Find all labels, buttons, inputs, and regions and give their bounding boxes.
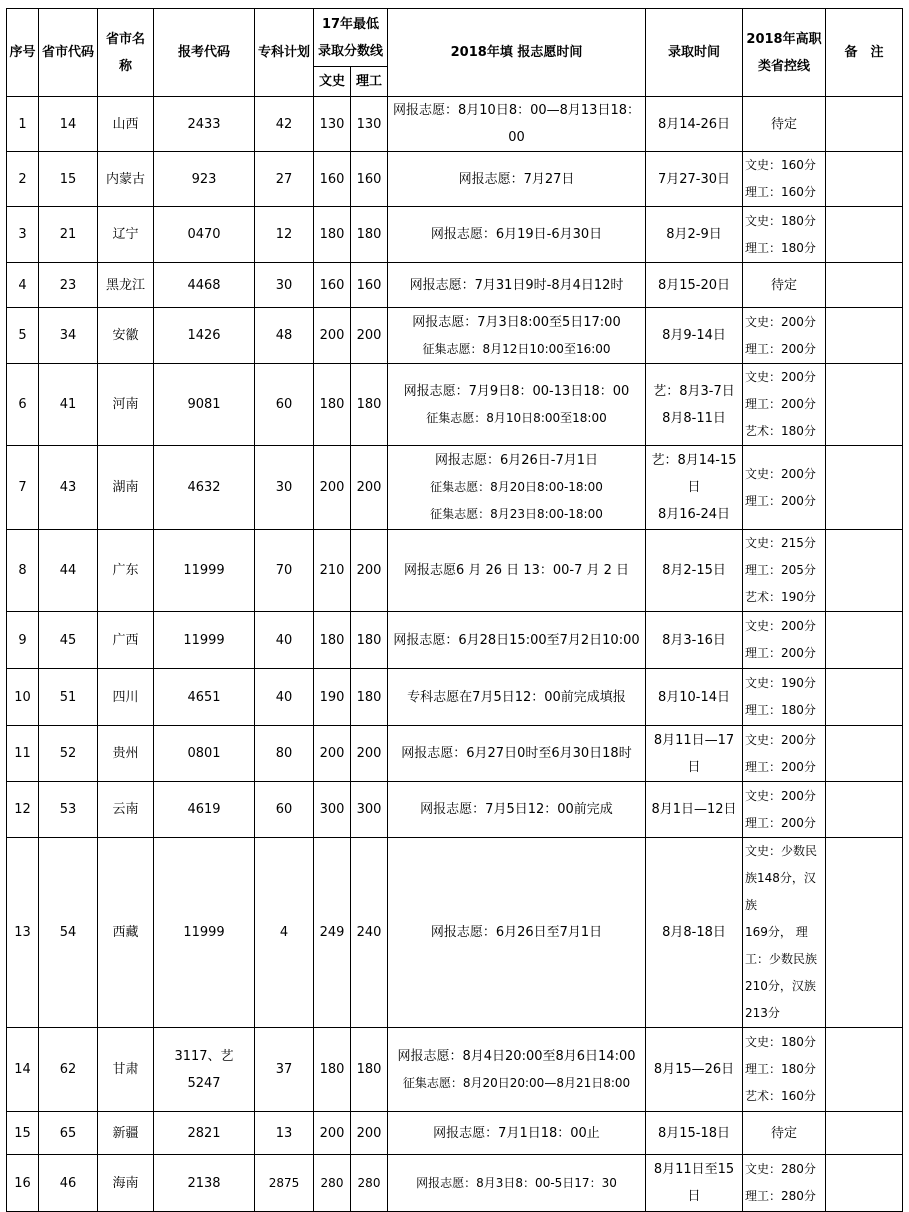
wenshi-score-cell: 160 (314, 152, 351, 207)
fill-time-cell (388, 207, 646, 263)
control-line-entry: 文史：少数民 (745, 844, 818, 858)
plan-cell: 27 (255, 152, 314, 207)
control-line-entry: 理工：200分 (745, 341, 816, 356)
admit-time-line: 8月8-11日 (662, 410, 726, 426)
ligong-score-cell: 160 (351, 152, 388, 207)
seq-cell: 9 (7, 612, 39, 669)
fill-time-cell (388, 97, 646, 152)
ligong-score-cell: 180 (351, 364, 388, 446)
exam-code-cell (154, 1155, 255, 1212)
control-line-entry: 待定 (770, 1125, 797, 1141)
exam-code-line: 923 (191, 171, 217, 187)
plan-cell: 13 (255, 1112, 314, 1155)
seq-cell: 2 (7, 152, 39, 207)
admit-time-cell (646, 612, 743, 669)
header-admit-time: 录取时间 (646, 9, 743, 97)
wenshi-score-cell: 160 (314, 263, 351, 308)
exam-code-line: 5247 (187, 1075, 221, 1091)
fill-time-line: 网报志愿：7月27日 (458, 171, 575, 187)
control-line-entry: 210分，汉族 (745, 979, 816, 993)
fill-time-cell (388, 263, 646, 308)
control-line-entry: 理工：200分 (745, 646, 816, 660)
admit-time-line: 8月11日至15日 (653, 1162, 735, 1204)
table-row (7, 669, 903, 726)
control-line-cell (743, 263, 826, 308)
province-name-cell: 辽宁 (98, 207, 154, 263)
control-line-entry: 文史：180分 (745, 1035, 816, 1049)
admit-time-line: 8月14-26日 (657, 116, 731, 132)
province-name-cell: 海南 (98, 1155, 154, 1212)
plan-cell: 40 (255, 669, 314, 726)
table-row (7, 152, 903, 207)
province-name-cell: 云南 (98, 782, 154, 838)
control-line-cell (743, 152, 826, 207)
exam-code-cell (154, 364, 255, 446)
exam-code-line: 4468 (187, 277, 221, 293)
exam-code-line: 4619 (187, 802, 221, 817)
admit-time-cell (646, 782, 743, 838)
exam-code-cell (154, 308, 255, 364)
header-fill-time: 2018年填 报志愿时间 (388, 9, 646, 97)
control-line-entry: 文史：190分 (745, 676, 816, 690)
fill-time-line: 征集志愿：8月23日8:00-18:00 (430, 507, 603, 521)
plan-cell: 60 (255, 782, 314, 838)
admit-time-cell (646, 207, 743, 263)
wenshi-score-cell: 190 (314, 669, 351, 726)
table-row (7, 1155, 903, 1212)
exam-code-line: 0470 (187, 227, 221, 242)
admission-table (6, 8, 903, 1212)
control-line-entry: 文史：160分 (745, 158, 816, 172)
ligong-score-cell: 280 (351, 1155, 388, 1212)
ligong-score-cell: 180 (351, 612, 388, 669)
province-code-cell: 54 (39, 838, 98, 1028)
province-code-cell: 65 (39, 1112, 98, 1155)
admit-time-cell (646, 263, 743, 308)
ligong-score-cell: 300 (351, 782, 388, 838)
province-code-cell: 53 (39, 782, 98, 838)
admit-time-line: 8月9-14日 (662, 328, 726, 343)
table-row (7, 782, 903, 838)
control-line-entry: 理工：180分 (745, 240, 816, 255)
control-line-entry: 理工：200分 (745, 397, 816, 411)
province-name-cell: 山西 (98, 97, 154, 152)
admit-time-line: 8月3-16日 (662, 632, 726, 648)
plan-cell: 12 (255, 207, 314, 263)
wenshi-score-cell: 180 (314, 1028, 351, 1112)
admit-time-line: 7月27-30日 (657, 171, 731, 187)
province-name-cell: 黑龙江 (98, 263, 154, 308)
ligong-score-cell: 130 (351, 97, 388, 152)
control-line-entry: 文史：200分 (745, 314, 816, 329)
admit-time-cell (646, 838, 743, 1028)
table-row (7, 308, 903, 364)
province-name-cell: 西藏 (98, 838, 154, 1028)
fill-time-line: 网报志愿6 月 26 日 13：00-7 月 2 日 (403, 563, 630, 578)
remark-cell (826, 612, 903, 669)
ligong-score-cell: 180 (351, 1028, 388, 1112)
ligong-score-cell: 200 (351, 530, 388, 612)
fill-time-line: 网报志愿：7月3日8:00至5日17:00 (412, 314, 621, 330)
table-row (7, 97, 903, 152)
ligong-score-cell: 180 (351, 207, 388, 263)
remark-cell (826, 207, 903, 263)
plan-cell: 4 (255, 838, 314, 1028)
admit-time-cell (646, 364, 743, 446)
header-remark: 备 注 (826, 9, 903, 97)
plan-cell: 30 (255, 263, 314, 308)
fill-time-line: 征集志愿：8月20日20:00—8月21日8:00 (402, 1075, 631, 1090)
province-code-cell: 62 (39, 1028, 98, 1112)
control-line-cell (743, 97, 826, 152)
control-line-cell (743, 726, 826, 782)
remark-cell (826, 1028, 903, 1112)
province-name-cell: 甘肃 (98, 1028, 154, 1112)
admit-time-cell (646, 1112, 743, 1155)
header-ligong: 理工 (351, 67, 388, 97)
control-line-entry: 族148分，汉族 (745, 871, 816, 912)
wenshi-score-cell: 180 (314, 364, 351, 446)
header-province-code: 省市代码 (39, 9, 98, 97)
exam-code-line: 2138 (187, 1175, 221, 1191)
seq-cell: 5 (7, 308, 39, 364)
admit-time-cell (646, 669, 743, 726)
province-name-cell: 贵州 (98, 726, 154, 782)
fill-time-cell (388, 1155, 646, 1212)
remark-cell (826, 263, 903, 308)
fill-time-cell (388, 364, 646, 446)
wenshi-score-cell: 180 (314, 612, 351, 669)
exam-code-cell (154, 263, 255, 308)
control-line-entry: 工：少数民族 (745, 952, 818, 966)
admit-time-cell (646, 1028, 743, 1112)
seq-cell: 15 (7, 1112, 39, 1155)
table-body (7, 97, 903, 1212)
admit-time-line: 8月15-20日 (657, 277, 731, 293)
province-name-cell: 新疆 (98, 1112, 154, 1155)
control-line-entry: 理工：180分 (745, 703, 816, 717)
remark-cell (826, 308, 903, 364)
header-control-line: 2018年高职类省控线 (743, 9, 826, 97)
admit-time-cell (646, 308, 743, 364)
exam-code-cell (154, 669, 255, 726)
province-code-cell: 15 (39, 152, 98, 207)
fill-time-cell (388, 782, 646, 838)
remark-cell (826, 530, 903, 612)
exam-code-cell (154, 207, 255, 263)
header-wenshi: 文史 (314, 67, 351, 97)
header-exam-code: 报考代码 (154, 9, 255, 97)
seq-cell: 11 (7, 726, 39, 782)
wenshi-score-cell: 200 (314, 446, 351, 530)
province-code-cell: 23 (39, 263, 98, 308)
control-line-entry: 待定 (770, 277, 797, 293)
table-row (7, 446, 903, 530)
header-plan: 专科计划 (255, 9, 314, 97)
admit-time-line: 8月8-18日 (662, 925, 726, 940)
plan-cell: 70 (255, 530, 314, 612)
plan-cell: 30 (255, 446, 314, 530)
wenshi-score-cell: 180 (314, 207, 351, 263)
remark-cell (826, 1112, 903, 1155)
fill-time-line: 网报志愿：6月26日-7月1日 (434, 453, 599, 468)
control-line-entry: 待定 (770, 116, 797, 132)
seq-cell: 6 (7, 364, 39, 446)
control-line-entry: 文史：180分 (745, 213, 816, 228)
province-code-cell: 14 (39, 97, 98, 152)
fill-time-line: 网报志愿：8月3日8：00-5日17：30 (416, 1175, 617, 1190)
remark-cell (826, 97, 903, 152)
control-line-cell (743, 1112, 826, 1155)
plan-cell: 80 (255, 726, 314, 782)
admit-time-line: 8月2-15日 (662, 563, 726, 578)
exam-code-cell (154, 1112, 255, 1155)
table-row (7, 530, 903, 612)
province-code-cell: 21 (39, 207, 98, 263)
control-line-cell (743, 364, 826, 446)
control-line-cell (743, 308, 826, 364)
ligong-score-cell: 200 (351, 446, 388, 530)
control-line-entry: 艺术：180分 (745, 424, 816, 438)
fill-time-line: 网报志愿：7月1日18：00止 (433, 1125, 600, 1141)
fill-time-line: 征集志愿：8月12日10:00至16:00 (422, 341, 611, 356)
wenshi-score-cell: 200 (314, 1112, 351, 1155)
province-code-cell: 44 (39, 530, 98, 612)
fill-time-cell (388, 612, 646, 669)
remark-cell (826, 364, 903, 446)
fill-time-cell (388, 838, 646, 1028)
control-line-entry: 文史：200分 (745, 466, 816, 481)
ligong-score-cell: 160 (351, 263, 388, 308)
exam-code-line: 1426 (187, 328, 221, 343)
wenshi-score-cell: 200 (314, 726, 351, 782)
exam-code-cell (154, 838, 255, 1028)
admit-time-line: 8月15-18日 (657, 1125, 731, 1141)
exam-code-cell (154, 446, 255, 530)
exam-code-line: 9081 (187, 397, 221, 412)
remark-cell (826, 782, 903, 838)
control-line-entry: 理工：200分 (745, 815, 816, 830)
fill-time-cell (388, 726, 646, 782)
exam-code-cell (154, 152, 255, 207)
ligong-score-cell: 200 (351, 726, 388, 782)
wenshi-score-cell: 130 (314, 97, 351, 152)
wenshi-score-cell: 280 (314, 1155, 351, 1212)
province-code-cell: 34 (39, 308, 98, 364)
ligong-score-cell: 200 (351, 308, 388, 364)
seq-cell: 10 (7, 669, 39, 726)
fill-time-cell (388, 669, 646, 726)
province-name-cell: 广东 (98, 530, 154, 612)
exam-code-line: 4651 (187, 689, 221, 705)
province-code-cell: 43 (39, 446, 98, 530)
exam-code-cell (154, 97, 255, 152)
ligong-score-cell: 200 (351, 1112, 388, 1155)
fill-time-cell (388, 446, 646, 530)
remark-cell (826, 152, 903, 207)
fill-time-line: 征集志愿：8月20日8:00-18:00 (430, 480, 603, 494)
fill-time-cell (388, 308, 646, 364)
control-line-entry: 理工：280分 (745, 1189, 816, 1203)
wenshi-score-cell: 249 (314, 838, 351, 1028)
control-line-cell (743, 612, 826, 669)
exam-code-line: 2821 (187, 1125, 221, 1141)
admit-time-line: 8月10-14日 (657, 689, 731, 705)
ligong-score-cell: 240 (351, 838, 388, 1028)
table-row (7, 207, 903, 263)
admit-time-cell (646, 530, 743, 612)
province-code-cell: 52 (39, 726, 98, 782)
ligong-score-cell: 180 (351, 669, 388, 726)
control-line-entry: 文史：215分 (745, 536, 816, 550)
fill-time-line: 网报志愿：8月10日8：00—8月13日18：00 (393, 103, 640, 145)
fill-time-cell (388, 1112, 646, 1155)
table-row (7, 726, 903, 782)
admit-time-line: 艺：8月14-15 (651, 453, 737, 468)
wenshi-score-cell: 210 (314, 530, 351, 612)
table-row (7, 838, 903, 1028)
table-row (7, 1028, 903, 1112)
fill-time-line: 网报志愿：6月27日0时至6月30日18时 (401, 746, 632, 761)
admit-time-line: 艺：8月3-7日 (653, 383, 735, 399)
seq-cell: 13 (7, 838, 39, 1028)
remark-cell (826, 726, 903, 782)
admit-time-cell (646, 1155, 743, 1212)
control-line-entry: 169分， 理 (745, 925, 808, 939)
admit-time-cell (646, 97, 743, 152)
fill-time-line: 网报志愿：8月4日20:00至8月6日14:00 (397, 1048, 636, 1064)
control-line-cell (743, 207, 826, 263)
admit-time-line: 8月15—26日 (653, 1062, 735, 1077)
wenshi-score-cell: 300 (314, 782, 351, 838)
table-row (7, 364, 903, 446)
control-line-entry: 文史：200分 (745, 619, 816, 633)
admit-time-line: 8月16-24日 (657, 507, 731, 522)
control-line-cell (743, 1028, 826, 1112)
fill-time-line: 征集志愿：8月10日8:00至18:00 (426, 410, 607, 425)
control-line-entry: 文史：200分 (745, 788, 816, 803)
control-line-entry: 文史：200分 (745, 370, 816, 384)
province-name-cell: 四川 (98, 669, 154, 726)
exam-code-cell (154, 530, 255, 612)
exam-code-line: 0801 (187, 746, 221, 761)
control-line-entry: 文史：200分 (745, 732, 816, 747)
plan-cell: 37 (255, 1028, 314, 1112)
seq-cell: 4 (7, 263, 39, 308)
control-line-cell (743, 782, 826, 838)
seq-cell: 14 (7, 1028, 39, 1112)
province-name-cell: 河南 (98, 364, 154, 446)
province-name-cell: 广西 (98, 612, 154, 669)
admit-time-line: 日 (687, 480, 701, 495)
exam-code-cell (154, 612, 255, 669)
plan-cell: 48 (255, 308, 314, 364)
wenshi-score-cell: 200 (314, 308, 351, 364)
remark-cell (826, 446, 903, 530)
province-name-cell: 湖南 (98, 446, 154, 530)
exam-code-line: 11999 (183, 632, 225, 648)
control-line-entry: 理工：180分 (745, 1062, 816, 1076)
fill-time-line: 网报志愿：7月5日12：00前完成 (420, 802, 613, 817)
table-row (7, 263, 903, 308)
control-line-cell (743, 1155, 826, 1212)
seq-cell: 16 (7, 1155, 39, 1212)
admit-time-line: 8月2-9日 (666, 227, 722, 242)
control-line-entry: 艺术：160分 (745, 1089, 816, 1103)
control-line-entry: 理工：200分 (745, 759, 816, 774)
seq-cell: 3 (7, 207, 39, 263)
province-name-cell: 内蒙古 (98, 152, 154, 207)
seq-cell: 1 (7, 97, 39, 152)
exam-code-line: 4632 (187, 480, 221, 495)
province-code-cell: 46 (39, 1155, 98, 1212)
admit-time-cell (646, 152, 743, 207)
header-seq: 序号 (7, 9, 39, 97)
control-line-cell (743, 446, 826, 530)
province-code-cell: 41 (39, 364, 98, 446)
fill-time-line: 网报志愿：6月26日至7月1日 (430, 925, 603, 940)
header-province-name: 省市名称 (98, 9, 154, 97)
plan-cell: 40 (255, 612, 314, 669)
control-line-entry: 213分 (745, 1006, 780, 1020)
admit-time-line: 8月11日—17日 (653, 732, 735, 775)
admit-time-cell (646, 726, 743, 782)
control-line-entry: 理工：205分 (745, 563, 816, 577)
admit-time-cell (646, 446, 743, 530)
exam-code-cell (154, 782, 255, 838)
province-code-cell: 51 (39, 669, 98, 726)
plan-cell: 42 (255, 97, 314, 152)
table-row (7, 612, 903, 669)
admit-time-line: 8月1日—12日 (651, 802, 737, 817)
exam-code-line: 11999 (183, 563, 225, 578)
plan-cell: 2875 (255, 1155, 314, 1212)
control-line-cell (743, 530, 826, 612)
fill-time-cell (388, 530, 646, 612)
plan-cell: 60 (255, 364, 314, 446)
seq-cell: 12 (7, 782, 39, 838)
exam-code-cell (154, 1028, 255, 1112)
exam-code-line: 11999 (183, 925, 225, 940)
fill-time-line: 网报志愿：7月31日9时-8月4日12时 (409, 277, 624, 293)
control-line-cell (743, 838, 826, 1028)
seq-cell: 7 (7, 446, 39, 530)
exam-code-cell (154, 726, 255, 782)
exam-code-line: 3117、艺 (174, 1048, 234, 1064)
control-line-entry: 艺术：190分 (745, 590, 816, 604)
fill-time-line: 网报志愿：6月19日-6月30日 (430, 227, 603, 242)
fill-time-cell (388, 152, 646, 207)
province-code-cell: 45 (39, 612, 98, 669)
control-line-entry: 文史：280分 (745, 1162, 816, 1176)
control-line-entry: 理工：200分 (745, 493, 816, 508)
control-line-cell (743, 669, 826, 726)
fill-time-cell (388, 1028, 646, 1112)
exam-code-line: 2433 (187, 116, 221, 132)
fill-time-line: 网报志愿：7月9日8：00-13日18：00 (403, 383, 630, 399)
seq-cell: 8 (7, 530, 39, 612)
remark-cell (826, 669, 903, 726)
remark-cell (826, 838, 903, 1028)
fill-time-line: 网报志愿：6月28日15:00至7月2日10:00 (393, 632, 640, 648)
remark-cell (826, 1155, 903, 1212)
header-min-score-2017: 17年最低录取分数线 (314, 9, 388, 67)
province-name-cell: 安徽 (98, 308, 154, 364)
control-line-entry: 理工：160分 (745, 185, 816, 199)
fill-time-line: 专科志愿在7月5日12：00前完成填报 (407, 689, 626, 705)
table-row (7, 1112, 903, 1155)
